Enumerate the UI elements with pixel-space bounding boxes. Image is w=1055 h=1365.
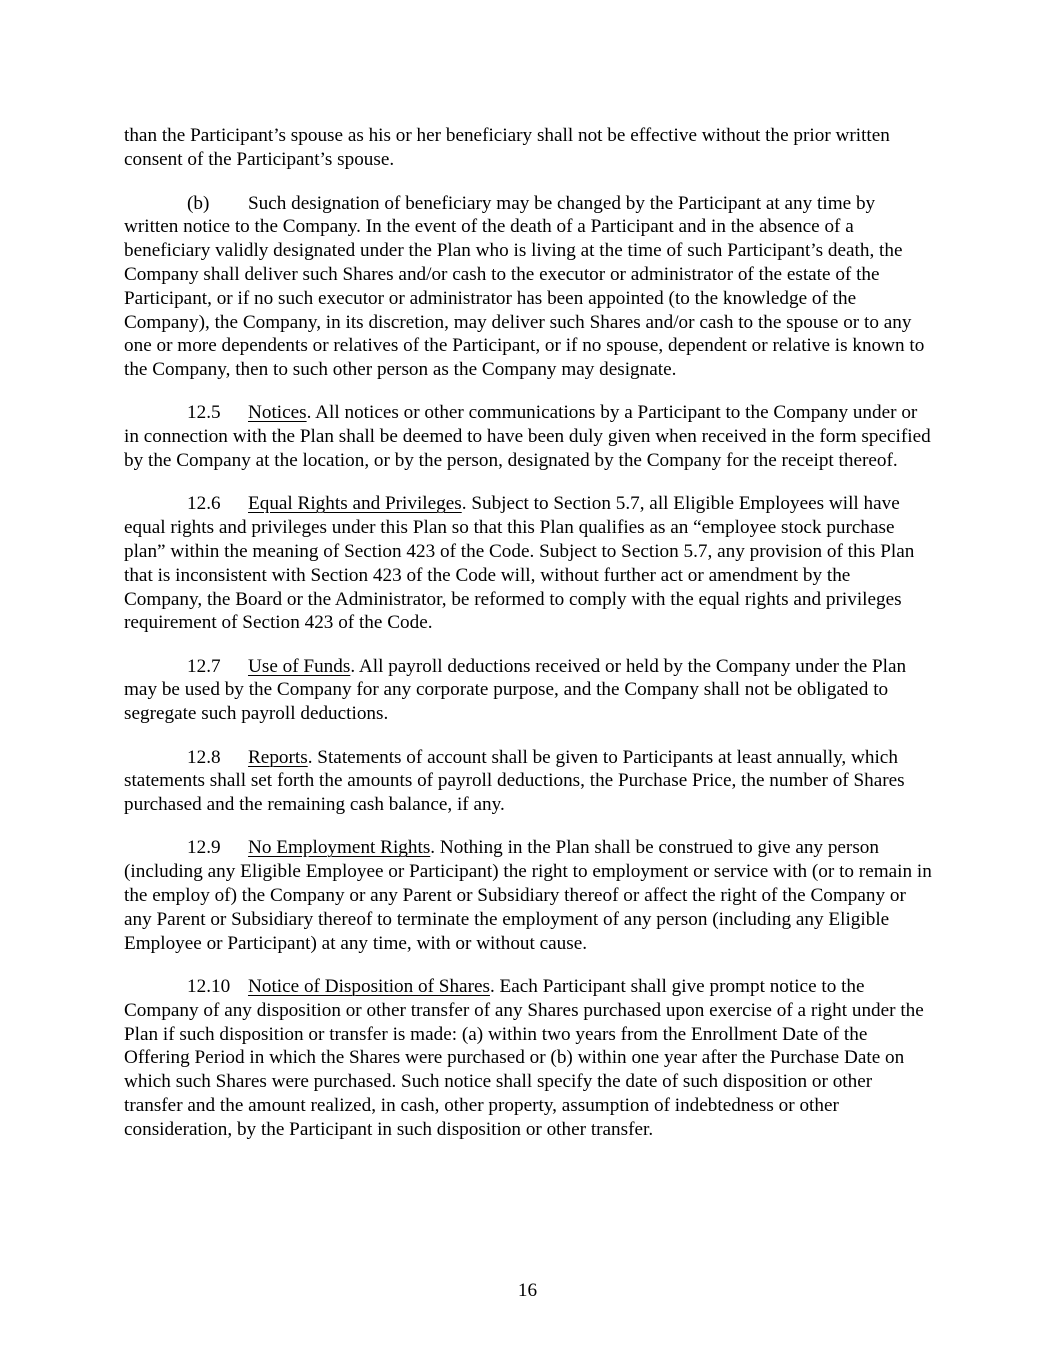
section-number: 12.7 <box>187 655 221 677</box>
section-text: . Statements of account shall be given to Participants at least annually, which statements shall set forth the amounts of payroll deductions, the Purchase Price, the number of Shares purchased and the remaining cash balance, if any. <box>124 746 905 816</box>
section-12-6 <box>124 492 932 635</box>
section-number: 12.6 <box>187 493 221 515</box>
section-heading: Reports <box>248 746 308 768</box>
section-12-10 <box>124 975 932 1142</box>
section-text: . Subject to Section 5.7, all Eligible Employees will have equal rights and privileges under this Plan so that this Plan qualifies as an “employee stock purchase plan” within the meaning of Section 423 of the Code. Subject to Section 5.7, any provision of this Plan that is inconsistent with Section 423 of the Code will, without further act or amendment by the Company, the Board or the Administrator, be reformed to comply with the equal rights and privileges requirement of Section 423 of the Code. <box>124 493 915 634</box>
section-heading: No Employment Rights <box>248 837 431 859</box>
paragraph-text: Such designation of beneficiary may be changed by the Participant at any time by written notice to the Company. In the event of the death of a Participant and in the absence of a beneficiary validly designated under the Plan who is living at the time of such Participant’s death, the Company shall deliver such Shares and/or cash to the executor or administrator of the estate of the Participant, or if no such executor or administrator has been appointed (to the knowledge of the Company), the Company, in its discretion, may deliver such Shares and/or cash to the spouse or to any one or more dependents or relatives of the Participant, or if no spouse, dependent or relative is known to the Company, then to such other person as the Company may designate. <box>124 192 925 381</box>
section-heading: Use of Funds <box>248 655 351 677</box>
section-number: 12.5 <box>187 402 221 424</box>
section-text: . All payroll deductions received or held by the Company under the Plan may be used by the Company for any corporate purpose, and the Company shall not be obligated to segregate such payroll deductions. <box>124 655 907 725</box>
section-heading: Notices <box>248 402 307 424</box>
section-text: . All notices or other communications by a Participant to the Company under or in connection with the Plan shall be deemed to have been duly given when received in the form specified by the Company at the location, or by the person, designated by the Company for the receipt thereof. <box>124 402 931 472</box>
paragraph-text: than the Participant’s spouse as his or her beneficiary shall not be effective without the prior written consent of the Participant’s spouse. <box>124 125 890 170</box>
section-number: 12.8 <box>187 746 221 768</box>
section-number: 12.9 <box>187 837 221 859</box>
section-heading: Equal Rights and Privileges <box>248 493 462 515</box>
section-12-5 <box>124 401 932 472</box>
section-heading: Notice of Disposition of Shares <box>248 975 490 997</box>
document-body <box>124 124 932 1161</box>
paragraph-number: (b) <box>187 192 210 214</box>
section-text: . Nothing in the Plan shall be construed to give any person (including any Eligible Employee or Participant) the right to employment or service with (or to remain in the employ of) the Company or any Parent or Subsidiary thereof or affect the right of the Company or any Parent or Subsidiary thereof to terminate the employment of any person (including any Eligible Employee or Participant) at any time, with or without cause. <box>124 837 932 954</box>
section-12-9 <box>124 836 932 955</box>
paragraph-continuation <box>124 124 932 172</box>
page-number: 16 <box>517 1280 538 1301</box>
section-number: 12.10 <box>187 975 231 997</box>
paragraph-b <box>124 192 932 382</box>
section-text: . Each Participant shall give prompt notice to the Company of any disposition or other transfer of any Shares purchased upon exercise of a right under the Plan if such disposition or transfer is made: (a) within two years from the Enrollment Date of the Offering Period in which the Shares were purchased or (b) within one year after the Purchase Date on which such Shares were purchased. Such notice shall specify the date of such disposition or other transfer and the amount realized, in cash, other property, assumption of indebtedness or other consideration, by the Participant in such disposition or other transfer. <box>124 975 924 1140</box>
section-12-7 <box>124 655 932 726</box>
section-12-8 <box>124 746 932 817</box>
